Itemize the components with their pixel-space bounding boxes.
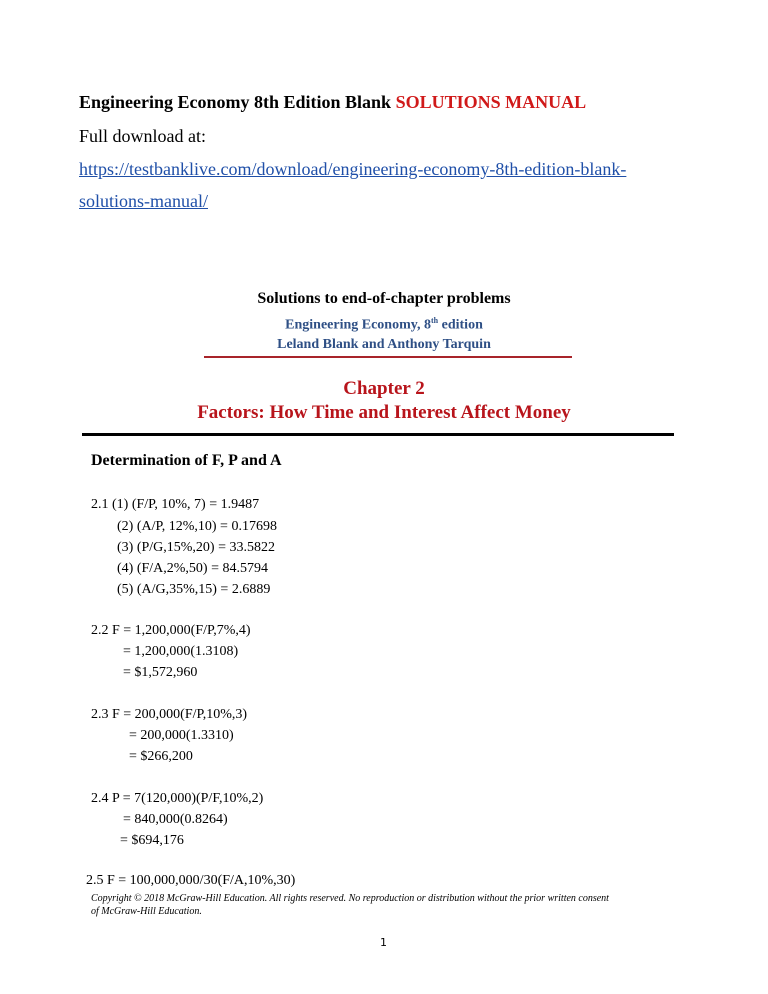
book-title-superscript: th — [431, 316, 439, 325]
book-title-text: Engineering Economy, 8 — [285, 317, 431, 333]
divider-black — [82, 433, 674, 436]
problem-2-4-line1: 2.4 P = 7(120,000)(P/F,10%,2) — [91, 791, 264, 806]
document-title — [79, 93, 586, 111]
problem-2-4-line2: = 840,000(0.8264) — [123, 812, 228, 827]
download-label: Full download at: — [79, 126, 206, 146]
chapter-title: Factors: How Time and Interest Affect Money — [197, 402, 571, 423]
page-number: 1 — [380, 936, 387, 949]
problem-2-3-line2: = 200,000(1.3310) — [129, 728, 234, 743]
problem-2-1-line4: (4) (F/A,2%,50) = 84.5794 — [117, 561, 268, 576]
problem-2-3-line3: = $266,200 — [129, 749, 193, 764]
problem-2-2-line2: = 1,200,000(1.3108) — [123, 644, 239, 659]
problem-2-1-line1: 2.1 (1) (F/P, 10%, 7) = 1.9487 — [91, 497, 260, 512]
book-title — [0, 316, 768, 334]
problem-2-1-line3: (3) (P/G,15%,20) = 33.5822 — [117, 540, 275, 555]
problem-2-3-line1: 2.3 F = 200,000(F/P,10%,3) — [91, 707, 248, 722]
section-heading: Determination of F, P and A — [91, 452, 282, 469]
divider-red — [204, 356, 572, 358]
download-link-line2[interactable]: solutions-manual/ — [79, 191, 208, 211]
download-link-line1[interactable]: https://testbanklive.com/download/engineering-economy-8th-edition-blank- — [79, 159, 627, 179]
book-title-edition: edition — [438, 317, 483, 333]
title-text: Engineering Economy 8th Edition Blank — [79, 92, 396, 112]
problem-2-1-line2: (2) (A/P, 12%,10) = 0.17698 — [117, 519, 277, 534]
problem-2-1-line5: (5) (A/G,35%,15) = 2.6889 — [117, 582, 271, 597]
problem-2-4-line3: = $694,176 — [120, 833, 184, 848]
copyright-line2: of McGraw-Hill Education. — [91, 906, 202, 917]
problem-2-2-line3: = $1,572,960 — [123, 665, 198, 680]
authors: Leland Blank and Anthony Tarquin — [277, 337, 491, 352]
title-highlight: SOLUTIONS MANUAL — [395, 92, 587, 112]
copyright-line1: Copyright © 2018 McGraw-Hill Education. All rights reserved. No reproduction or distribution without the prior written consent — [91, 893, 609, 904]
chapter-number: Chapter 2 — [343, 378, 425, 399]
solutions-title: Solutions to end-of-chapter problems — [257, 290, 511, 307]
problem-2-2-line1: 2.2 F = 1,200,000(F/P,7%,4) — [91, 623, 251, 638]
problem-2-5-line1: 2.5 F = 100,000,000/30(F/A,10%,30) — [86, 873, 296, 888]
